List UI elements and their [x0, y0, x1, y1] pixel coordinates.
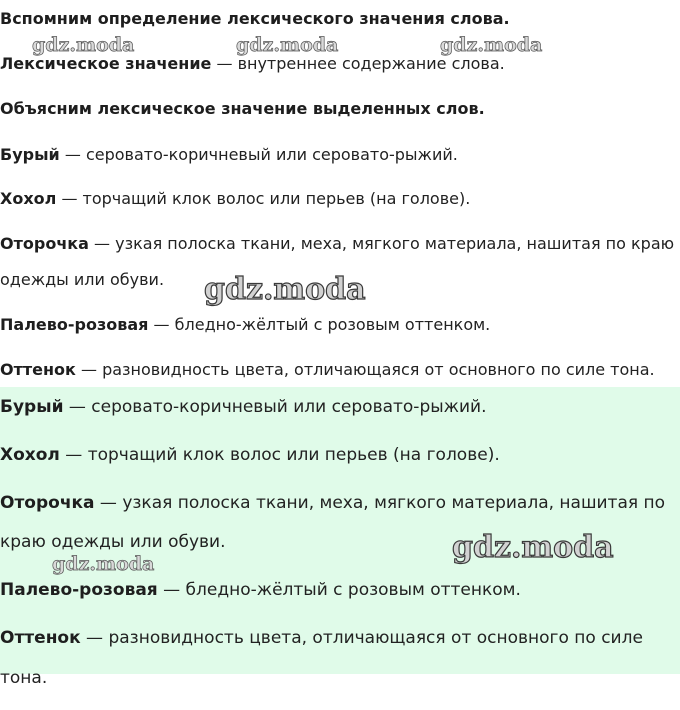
entry-ottenok: Оттенок — разновидность цвета, отличающаяся от основного по силе тона.	[0, 360, 655, 379]
answer-entry-ottenok-cont: тона.	[0, 668, 48, 688]
entry-orotochka: Оторочка — узкая полоска ткани, меха, мягкого материала, нашитая по краю	[0, 234, 675, 253]
entry-khokhol: Хохол — торчащий клок волос или перьев (на голове).	[0, 189, 471, 208]
answer-entry-khokhol: Хохол — торчащий клок волос или перьев (на голове).	[0, 445, 500, 465]
answer-entry-palevo-rozovaya: Палево-розовая — бледно-жёлтый с розовым оттенком.	[0, 580, 521, 600]
watermark: gdz.moda	[204, 272, 366, 307]
definition-line	[0, 54, 505, 73]
watermark: gdz.moda	[440, 34, 543, 56]
watermark: gdz.moda	[32, 34, 135, 56]
watermark: gdz.moda	[52, 553, 155, 575]
answer-entry-orotochka-cont: краю одежды или обуви.	[0, 532, 226, 552]
watermark: gdz.moda	[452, 530, 614, 565]
entry-buryi: Бурый — серовато-коричневый или серовато-рыжий.	[0, 145, 458, 164]
answer-entry-orotochka: Оторочка — узкая полоска ткани, меха, мягкого материала, нашитая по	[0, 493, 666, 513]
entry-orotochka-cont: одежды или обуви.	[0, 270, 165, 289]
entry-palevo-rozovaya: Палево-розовая — бледно-жёлтый с розовым оттенком.	[0, 315, 491, 334]
intro-heading: Вспомним определение лексического значения слова.	[0, 9, 510, 28]
answer-entry-buryi: Бурый — серовато-коричневый или серовато-рыжий.	[0, 397, 487, 417]
answer-entry-ottenok: Оттенок — разновидность цвета, отличающаяся от основного по силе	[0, 628, 643, 648]
definition-text: — внутреннее содержание слова.	[211, 54, 505, 73]
definition-term: Лексическое значение	[0, 54, 212, 73]
watermark: gdz.moda	[236, 34, 339, 56]
task-line: Объясним лексическое значение выделенных слов.	[0, 99, 485, 118]
